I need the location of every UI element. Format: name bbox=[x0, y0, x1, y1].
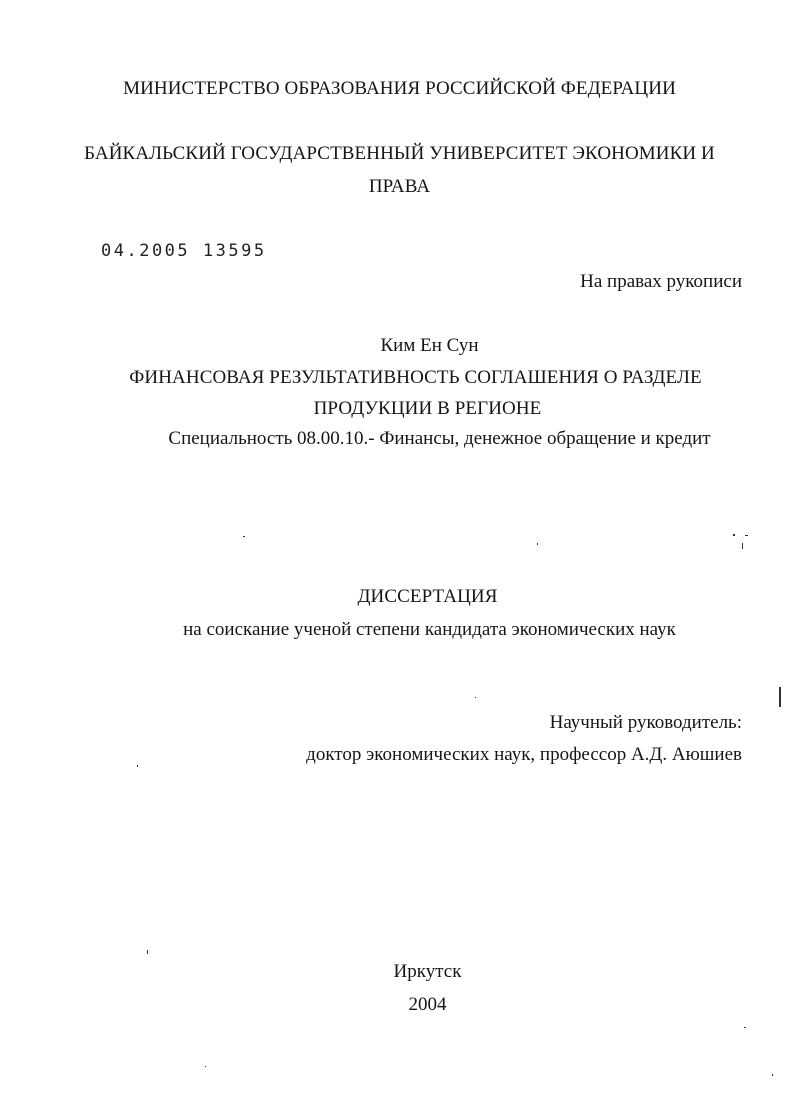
scan-speck bbox=[772, 1074, 773, 1076]
supervisor-name: доктор экономических наук, профессор А.Д. Аюшиев bbox=[306, 744, 742, 765]
author-name: Ким Ен Сун bbox=[380, 335, 479, 356]
dissertation-title-line2: ПРОДУКЦИИ В РЕГИОНЕ bbox=[313, 398, 542, 419]
scan-speck bbox=[733, 534, 735, 536]
scan-speck bbox=[243, 536, 245, 537]
supervisor-label: Научный руководитель: bbox=[549, 712, 742, 733]
scan-speck bbox=[537, 543, 538, 545]
city: Иркутск bbox=[393, 961, 462, 982]
manuscript-rights-note: На правах рукописи bbox=[580, 271, 742, 292]
work-type-heading: ДИССЕРТАЦИЯ bbox=[357, 586, 498, 607]
ministry-heading: МИНИСТЕРСТВО ОБРАЗОВАНИЯ РОССИЙСКОЙ ФЕДЕРАЦИИ bbox=[123, 78, 676, 99]
scan-speck bbox=[147, 950, 148, 954]
scan-speck bbox=[137, 765, 138, 767]
university-heading-line2: ПРАВА bbox=[368, 176, 431, 197]
registration-stamp: 04.2005 13595 bbox=[101, 241, 267, 261]
scan-speck bbox=[205, 1066, 206, 1067]
scan-speck bbox=[742, 543, 743, 549]
scan-speck bbox=[744, 1027, 746, 1028]
scan-speck bbox=[779, 687, 781, 707]
degree-line: на соискание ученой степени кандидата экономических наук bbox=[183, 619, 676, 640]
specialty-line: Специальность 08.00.10.- Финансы, денежное обращение и кредит bbox=[168, 428, 711, 449]
dissertation-title-line1: ФИНАНСОВАЯ РЕЗУЛЬТАТИВНОСТЬ СОГЛАШЕНИЯ О РАЗДЕЛЕ bbox=[129, 367, 702, 388]
scan-speck bbox=[745, 535, 748, 536]
scan-speck bbox=[475, 697, 476, 698]
university-heading-line1: БАЙКАЛЬСКИЙ ГОСУДАРСТВЕННЫЙ УНИВЕРСИТЕТ ЭКОНОМИКИ И bbox=[84, 143, 715, 164]
year: 2004 bbox=[408, 994, 447, 1015]
